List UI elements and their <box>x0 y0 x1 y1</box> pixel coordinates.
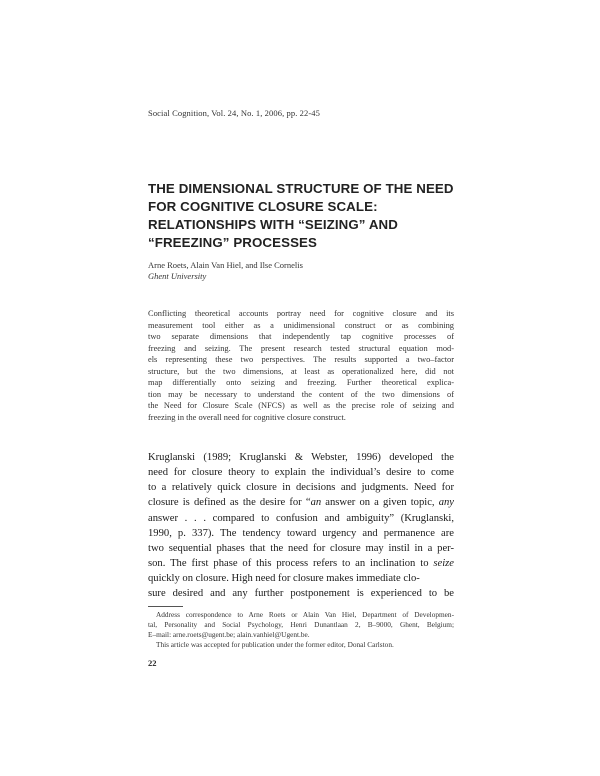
body-line: to a relatively quick closure in decisions and judgments. Need for <box>148 482 454 494</box>
abstract-line: two separate dimensions that independently tap cognitive processes of <box>148 332 454 342</box>
article-title <box>148 180 454 252</box>
footnote-line: Address correspondence to Arne Roets or Alain Van Hiel, Department of Developmen- <box>156 610 454 619</box>
abstract-line: freezing and seizing. The present research tested structural equation mod- <box>148 343 454 353</box>
journal-citation: Social Cognition, Vol. 24, No. 1, 2006, pp. 22-45 <box>148 108 320 118</box>
title-line: RELATIONSHIPS WITH “SEIZING” AND <box>148 217 398 232</box>
body-line <box>148 556 454 571</box>
body-line: answer . . . compared to confusion and ambiguity” (Kruglanski, <box>148 512 454 524</box>
text-run: answer on a given topic, <box>321 497 439 509</box>
abstract-line: measurement tool either as a unidimensional construct or as combining <box>148 320 454 330</box>
footnote-line: This article was accepted for publication under the former editor, Donal Carlston. <box>156 640 394 650</box>
title-line: “FREEZING” PROCESSES <box>148 235 317 250</box>
body-line: two sequential phases that the need for closure may instil in a per- <box>148 542 454 554</box>
emphasis: seize <box>433 558 454 570</box>
body-line: 1990, p. 337). The tendency toward urgency and permanence are <box>148 527 454 539</box>
footnote-line: tal, Personality and Social Psychology, Henri Dunantlaan 2, B–9000, Ghent, Belgium; <box>148 620 454 630</box>
body-line <box>148 495 454 510</box>
author-names: Arne Roets, Alain Van Hiel, and Ilse Cornelis <box>148 260 303 270</box>
body-line: need for closure theory to explain the individual’s desire to come <box>148 467 454 479</box>
title-line: THE DIMENSIONAL STRUCTURE OF THE NEED <box>148 181 454 196</box>
emphasis: an <box>310 497 322 509</box>
abstract-line: map differentially onto seizing and freezing. Further theoretical explica- <box>148 378 454 388</box>
abstract-line: freezing in the overall need for cognitive closure construct. <box>148 412 346 422</box>
abstract-line: els representing these two perspectives. The results supported a two–factor <box>148 355 454 365</box>
page-number: 22 <box>148 658 157 668</box>
body-line: sure desired and any further postponement is experienced to be <box>148 588 454 600</box>
author-affiliation: Ghent University <box>148 271 207 281</box>
body-line: quickly on closure. High need for closure makes immediate clo- <box>148 573 420 585</box>
body-paragraph <box>148 450 454 602</box>
text-run: closure is defined as the desire for “ <box>148 497 311 509</box>
author-block <box>148 260 303 282</box>
footnote <box>148 610 454 650</box>
title-line: FOR COGNITIVE CLOSURE SCALE: <box>148 199 378 214</box>
emphasis: any <box>438 497 454 509</box>
abstract-line: structure, but the two dimensions, at least as operationalized here, did not <box>148 366 454 376</box>
footnote-divider <box>148 606 183 607</box>
abstract-line: tion may be necessary to understand the content of the two dimensions of <box>148 389 454 399</box>
abstract-line: the Need for Closure Scale (NFCS) as well as the precise role of seizing and <box>148 401 454 411</box>
footnote-line: E–mail: arne.roets@ugent.be; alain.vanhiel@Ugent.be. <box>148 630 310 640</box>
body-line: Kruglanski (1989; Kruglanski & Webster, 1996) developed the <box>148 452 454 463</box>
text-run: son. The first phase of this process refers to an inclination to <box>148 558 434 570</box>
abstract-line: Conflicting theoretical accounts portray need for cognitive closure and its <box>148 309 454 318</box>
abstract <box>148 308 454 423</box>
